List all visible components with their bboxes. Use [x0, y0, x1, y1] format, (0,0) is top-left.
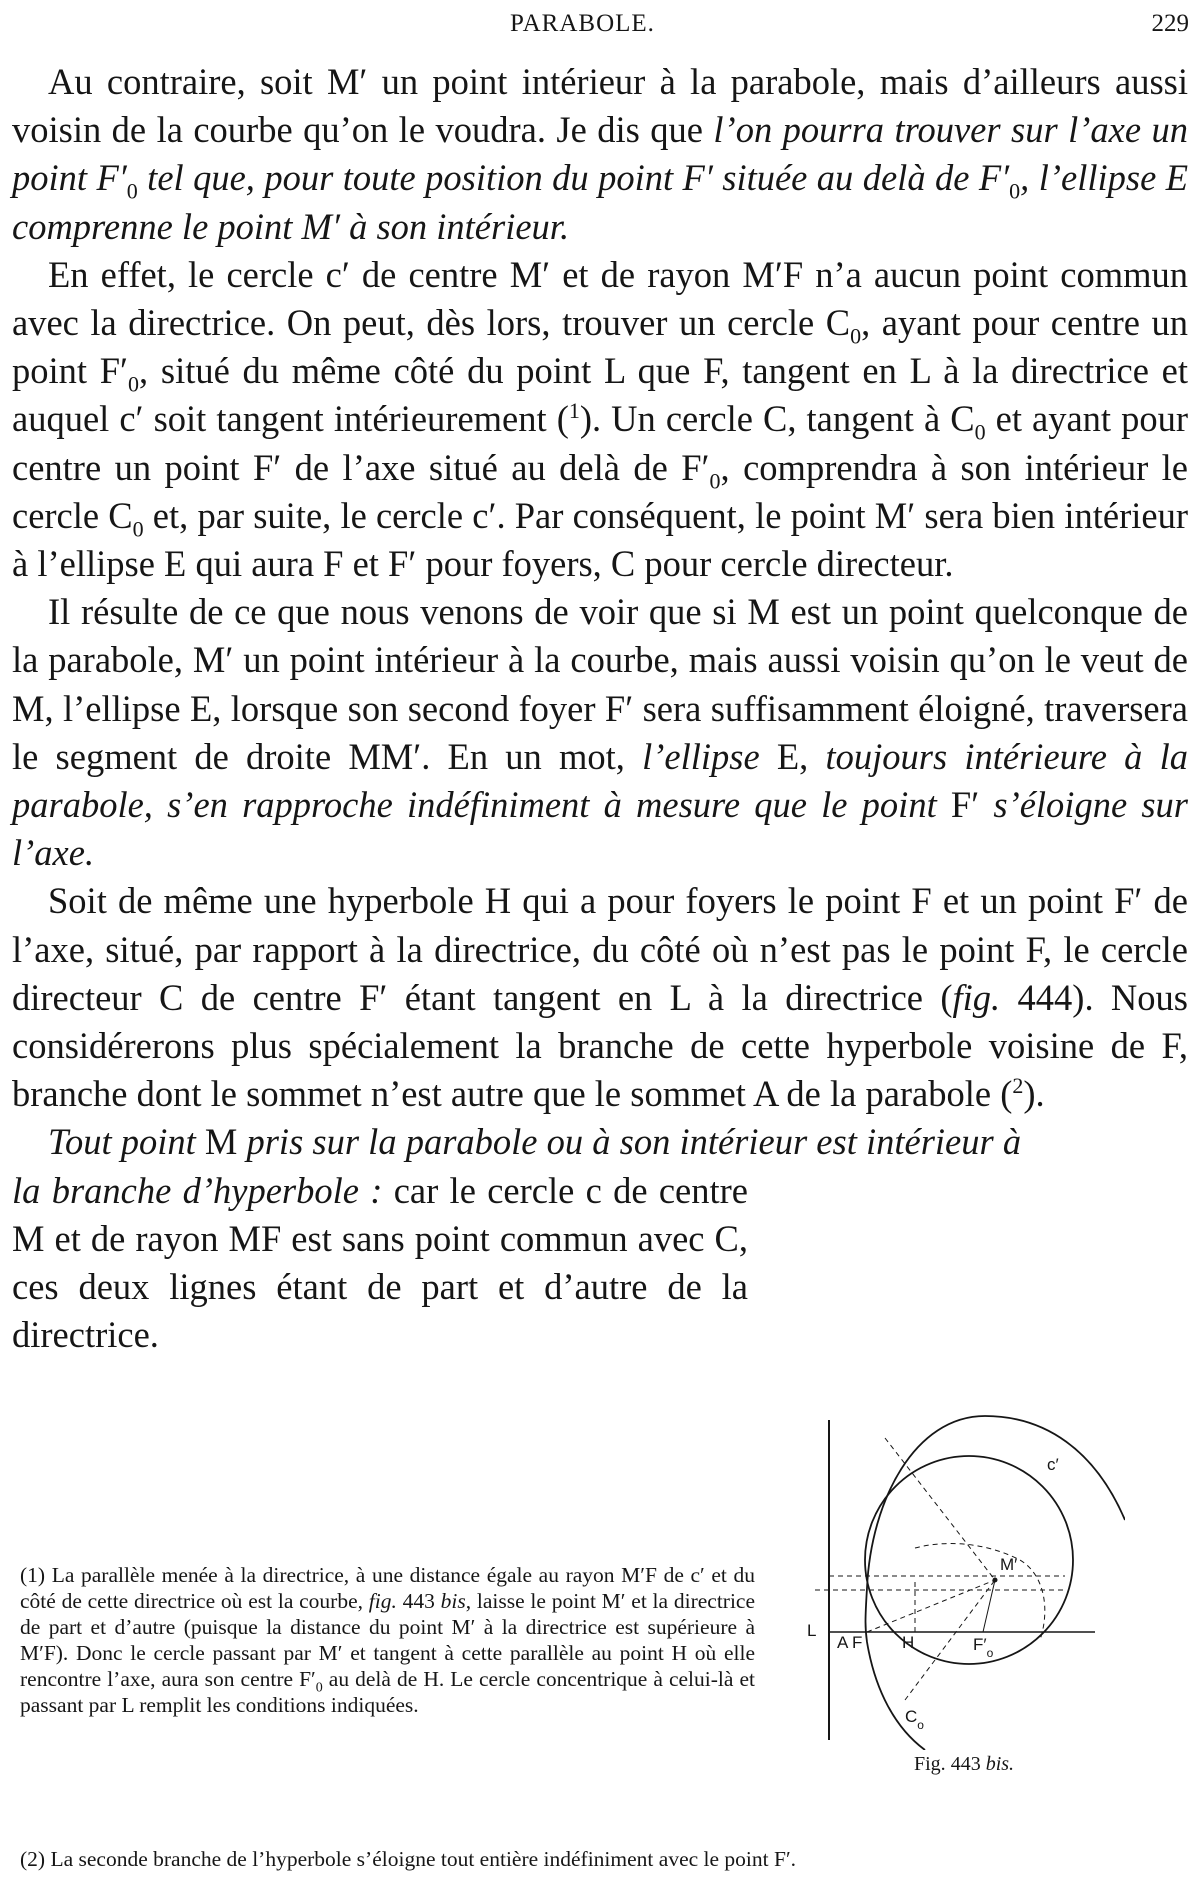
page-number: 229 — [1151, 10, 1189, 37]
text-run: M — [195, 1121, 247, 1163]
body-text — [12, 58, 1188, 1359]
italic-run: l’ellipse — [642, 735, 760, 777]
geometry-diagram — [795, 1410, 1125, 1750]
paragraph-2 — [12, 251, 1188, 588]
label-f: F — [852, 1633, 863, 1652]
dashed-arc — [915, 1544, 1045, 1640]
figure-ref: fig. — [368, 1589, 397, 1613]
italic-run: toujours intérieure à la parabole, s’en rapproche indéfiniment à mesure que le point — [12, 735, 1188, 826]
label-f0-letter: F — [973, 1635, 984, 1654]
figure-caption — [914, 1753, 1014, 1776]
text-run: ). Un cercle C, tangent à C — [579, 398, 975, 440]
text-run: , laisse le point M′ et la directrice de part et d’autre (puisque la distance du point M′ à la directrice est supérieure à M′F). Donc le cercle passant par M′ et tangent à cette parallèle au point H où elle rencontre l’axe, aura son centre F′ — [20, 1589, 756, 1691]
footnote-1 — [20, 1562, 755, 1718]
text-run: Au contraire, soit M′ un point intérieur à la parabole, mais d’ailleurs aussi voisin de la courbe qu’on le voudra. Je dis que — [12, 61, 1188, 151]
page-header — [0, 8, 1201, 42]
caption-number: 443 — [945, 1753, 986, 1775]
label-f0-subscript: o — [986, 1646, 994, 1660]
text-run: , comprendra à son intérieur le cercle C — [12, 446, 1188, 536]
paragraph-5-first-line — [12, 1118, 1188, 1166]
italic-run: pris sur la parabole ou à son intérieur est intérieur à — [246, 1121, 1022, 1163]
paragraph-5-rest — [12, 1167, 748, 1360]
text-run: , ayant pour centre un point F′ — [12, 302, 1189, 392]
text-run: ). — [1023, 1073, 1045, 1115]
subscript: 0 — [974, 419, 986, 445]
text-run: Il résulte de ce que nous venons de voir que si M est un point quelconque de la parabole, M′ un point intérieur à la courbe, mais aussi voisin qu’on le veut de M, l’ellipse E, lorsque son second foyer F′ sera suffisamment éloigné, traversera le segment de droite MM′. En un mot, — [12, 591, 1188, 777]
point-m-prime — [993, 1578, 998, 1583]
italic-run: Tout point — [48, 1121, 196, 1163]
text-run: E, — [759, 735, 826, 777]
paragraph-3 — [12, 588, 1188, 877]
text-run: En effet, le cercle c′ de centre M′ et de rayon M′F n’a aucun point commun avec la directrice. On peut, dès lors, trouver un cercle C — [12, 253, 1188, 344]
label-a: A — [837, 1633, 849, 1652]
label-c-prime: c′ — [1047, 1455, 1059, 1474]
subscript: 0 — [132, 516, 144, 542]
label-h: H — [902, 1633, 915, 1652]
caption-prefix: Fig. — [914, 1753, 946, 1775]
text-run: car le cercle c de centre M et de rayon MF est sans point commun avec C, ces deux lignes étant de part et d’autre de la directrice. — [12, 1169, 748, 1356]
label-m-prime: M′ — [1000, 1555, 1018, 1574]
subscript: 0 — [126, 178, 138, 204]
parabola-curve — [866, 1416, 1126, 1750]
text-run: , situé du même côté du point L que F, tangent en L à la directrice et auquel c′ soit tangent intérieurement ( — [12, 350, 1188, 440]
text-run: 444). Nous considérerons plus spécialement la branche de cette hyperbole voisine de F, branche dont le sommet n’est autre que le sommet A de la parabole ( — [12, 976, 1188, 1115]
subscript: 0 — [128, 371, 140, 397]
label-c0 — [905, 1707, 924, 1732]
text-run: Soit de même une hyperbole H qui a pour foyers le point F et un point F′ de l’axe, situé, par rapport à la directrice, du côté où n’est pas le point F, le cercle directeur C de centre F′ étant tangent en L à la directrice ( — [12, 880, 1188, 1018]
paragraph-1 — [12, 58, 1188, 251]
italic-run: l’on pourra trouver sur l’axe un point F′ — [12, 109, 1189, 199]
text-run: (1) La parallèle menée à la directrice, à une distance égale au rayon M′F de c′ et du côté de cette directrice où est la courbe, — [20, 1563, 755, 1613]
italic-run: la branche d’hyperbole : — [12, 1169, 383, 1211]
text-run: 443 — [396, 1589, 441, 1613]
footnote-ref: 1 — [568, 398, 580, 424]
italic-run: tel que, pour toute position du point F′ située au delà de F′ — [137, 157, 1010, 199]
footnote-2: (2) La seconde branche de l’hyperbole s’éloigne tout entière indéfiniment avec le point F′. — [20, 1847, 797, 1871]
radius-line — [983, 1580, 995, 1632]
italic-run: bis — [440, 1589, 466, 1613]
text-run: F′ — [936, 784, 994, 826]
figure-ref: fig. — [952, 976, 1001, 1018]
subscript: 0 — [709, 467, 721, 493]
paragraph-4 — [12, 877, 1188, 1118]
label-c0-subscript: o — [917, 1718, 924, 1732]
italic-run: s’éloigne sur l’axe. — [12, 784, 1188, 874]
italic-run: , l’ellipse E comprenne le point M′ à son intérieur. — [12, 157, 1188, 247]
text-run: et ayant pour centre un point F′ de l’axe situé au delà de F′ — [12, 398, 1189, 488]
text-run: et, par suite, le cercle c′. Par conséquent, le point M′ sera bien intérieur à l’ellipse E qui aura F et F′ pour foyers, C pour cercle directeur. — [12, 494, 1188, 585]
subscript: 0 — [315, 1680, 323, 1696]
subscript: 0 — [1009, 178, 1021, 204]
running-title: PARABOLE. — [510, 10, 655, 37]
label-l: L — [807, 1621, 817, 1640]
footnote-ref: 2 — [1012, 1073, 1024, 1099]
text-run: au delà de H. Le cercle concentrique à celui-là et passant par L remplit les conditions indiquées. — [20, 1667, 755, 1717]
subscript: 0 — [850, 323, 862, 349]
figure-443-bis — [795, 1410, 1125, 1750]
label-c0-letter: C — [905, 1707, 918, 1726]
caption-bis: bis. — [985, 1753, 1015, 1775]
label-f0-prime: ′ — [983, 1635, 987, 1654]
label-f0 — [973, 1635, 994, 1660]
